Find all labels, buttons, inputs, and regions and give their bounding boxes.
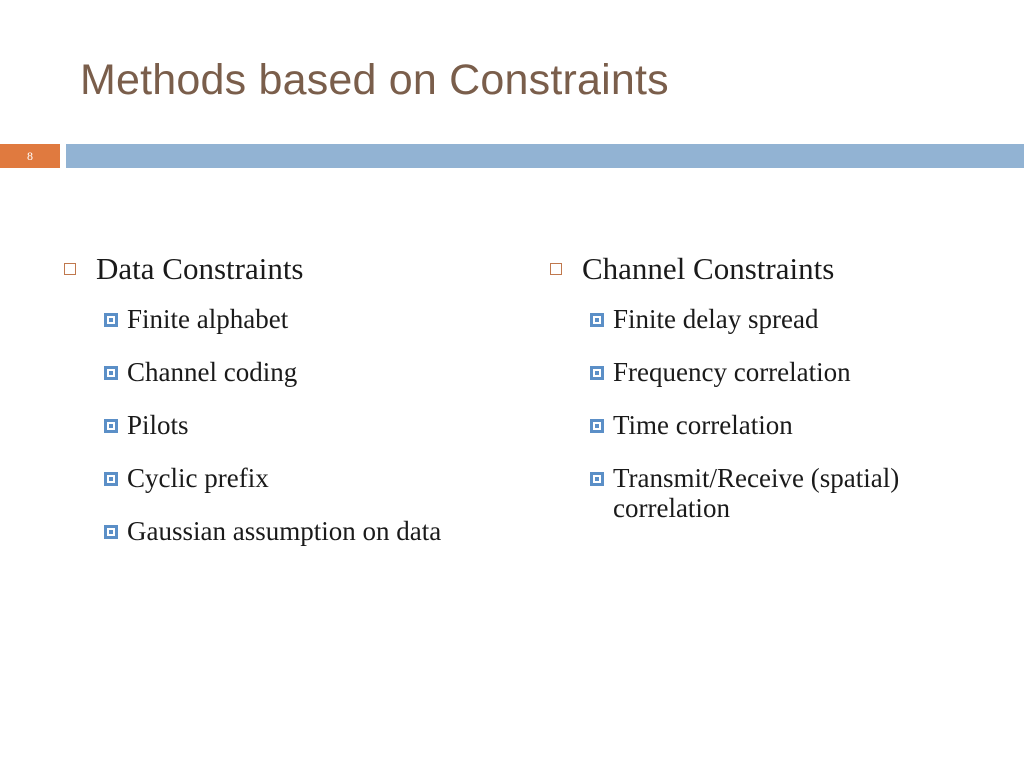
column-heading: Data Constraints xyxy=(96,251,304,286)
list-item-text: Channel coding xyxy=(127,357,298,387)
square-bullet-icon xyxy=(104,419,118,433)
list-item-text: Gaussian assumption on data xyxy=(127,516,442,546)
square-bullet-icon xyxy=(590,419,604,433)
list-item-text: Time correlation xyxy=(613,410,793,440)
list-item-text: Finite alphabet xyxy=(127,304,289,334)
hollow-square-bullet-icon xyxy=(64,263,76,275)
slide-number: 8 xyxy=(27,148,33,163)
list-item-text: Pilots xyxy=(127,410,189,440)
square-bullet-icon xyxy=(590,472,604,486)
header-bar xyxy=(66,144,1024,168)
sub-bullet-list xyxy=(590,304,1010,523)
list-item xyxy=(590,463,990,523)
column-heading: Channel Constraints xyxy=(582,251,835,286)
list-item xyxy=(104,516,524,546)
slide-number-badge xyxy=(0,144,60,168)
left-column xyxy=(64,250,524,569)
sub-bullet-list xyxy=(104,304,524,546)
list-item xyxy=(104,304,524,334)
list-item xyxy=(104,463,524,493)
square-bullet-icon xyxy=(590,366,604,380)
right-column xyxy=(550,250,1010,546)
list-item xyxy=(590,357,1010,387)
list-item xyxy=(104,410,524,440)
square-bullet-icon xyxy=(104,313,118,327)
slide-title: Methods based on Constraints xyxy=(80,56,669,104)
square-bullet-icon xyxy=(104,472,118,486)
square-bullet-icon xyxy=(104,525,118,539)
list-item-text: Frequency correlation xyxy=(613,357,851,387)
hollow-square-bullet-icon xyxy=(550,263,562,275)
list-item xyxy=(590,304,1010,334)
list-item-text: Cyclic prefix xyxy=(127,463,269,493)
list-item-text: Transmit/Receive (spatial) correlation xyxy=(613,463,900,523)
bullet-level1 xyxy=(550,250,1010,288)
list-item xyxy=(104,357,524,387)
list-item xyxy=(590,410,1010,440)
square-bullet-icon xyxy=(104,366,118,380)
square-bullet-icon xyxy=(590,313,604,327)
bullet-level1 xyxy=(64,250,524,288)
list-item-text: Finite delay spread xyxy=(613,304,819,334)
